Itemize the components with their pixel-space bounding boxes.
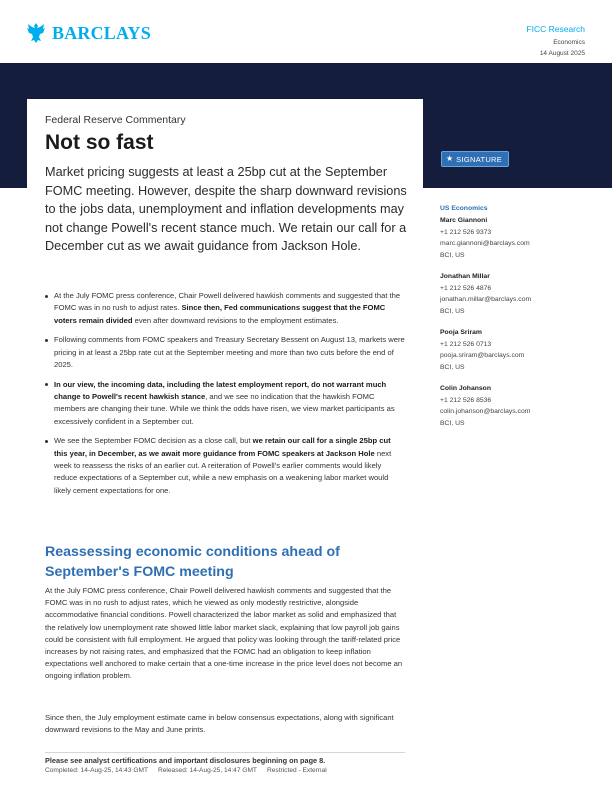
- analyst-phone: +1 212 526 9373: [440, 228, 492, 236]
- page-title: Not so fast: [45, 131, 154, 154]
- analyst-email[interactable]: marc.giannoni@barclays.com: [440, 240, 530, 247]
- key-point-text: , and we see no indication that the hawkish FOMC members are changing their tune. While we think the odds have risen, we view market participants as excessively confident in a September cut.: [54, 392, 395, 426]
- key-point-item: [45, 334, 405, 371]
- report-category: Federal Reserve Commentary: [45, 114, 186, 126]
- summary-lede: Market pricing suggests at least a 25bp cut at the September FOMC meeting. However, despite the sharp downward revisions to the jobs data, unemployment and inflation developments may not change Powell's recent stance much. We retain our call for a December cut as we await guidance from Jackson Hole.: [45, 165, 407, 254]
- footer-meta: [45, 767, 327, 774]
- star-icon: ★: [446, 154, 454, 163]
- key-point-item: [45, 290, 405, 327]
- barclays-logo: [26, 22, 151, 44]
- key-point-text: Following comments from FOMC speakers and Treasury Secretary Bessent on August 13, markets were pricing in at least a 25bp rate cut at the September meeting and more than two cuts before the end of 2025.: [54, 335, 405, 369]
- analyst-entity: BCI, US: [440, 251, 465, 259]
- analyst-email[interactable]: pooja.sriram@barclays.com: [440, 352, 525, 359]
- classification-label: Restricted - External: [266, 767, 327, 774]
- eagle-icon: [26, 22, 46, 44]
- body-paragraph-1: At the July FOMC press conference, Chair Powell delivered hawkish comments and suggested that the FOMC was in no rush to adjust rates, which he viewed as only modestly restrictive, alongside accommodative financial conditions. Powell characterized the labor market as solid and emphasized that the relatively low unemployment rate showed little labor market slack, explaining that low payroll job gains could be consistent with full employment. He argued that policy was looking through the tariff-related price increases by not raising rates, and emphasized that the FOMC had an obligation to keep inflation expectations well anchored to make certain that a one-time increase in the price level does not become an ongoing inflation problem.: [45, 586, 403, 681]
- analyst-name: Jonathan Millar: [440, 273, 490, 280]
- analyst-name: Pooja Sriram: [440, 329, 482, 336]
- signature-badge[interactable]: [441, 151, 509, 167]
- analyst-name: Marc Giannoni: [440, 217, 488, 224]
- report-meta: [526, 24, 585, 59]
- key-points-list: [45, 290, 405, 504]
- analyst-phone: +1 212 526 4876: [440, 284, 492, 292]
- analyst-email[interactable]: jonathan.millar@barclays.com: [440, 296, 532, 303]
- analyst-phone: +1 212 526 0713: [440, 340, 492, 348]
- section-heading: Reassessing economic conditions ahead of September's FOMC meeting: [45, 544, 340, 580]
- key-point-item: [45, 379, 405, 428]
- completed-timestamp: Completed: 14-Aug-25, 14:43 GMT: [45, 767, 148, 774]
- key-point-text: even after downward revisions to the employment estimates.: [132, 315, 339, 325]
- analyst-entity: BCI, US: [440, 419, 465, 427]
- key-point-emphasis: In our view, the incoming data, including the latest employment report, do not warrant much change to Powell's recent hawkish stance: [54, 379, 387, 402]
- sidebar-dept: US Economics: [440, 205, 488, 212]
- analyst-entry: [440, 383, 590, 429]
- research-unit: FICC Research: [526, 24, 585, 34]
- key-point-emphasis: we retain our call for a single 25bp cut this year, in December, as we await more guidance from FOMC speakers at Jackson Hole: [54, 436, 391, 458]
- key-point-text: At the July FOMC press conference, Chair Powell delivered hawkish comments and suggested that the FOMC was in no rush to adjust rates.: [54, 291, 401, 313]
- analyst-phone: +1 212 526 8536: [440, 396, 492, 404]
- footer-divider: [45, 752, 405, 753]
- signature-label: SIGNATURE: [456, 154, 503, 164]
- analyst-entry: [440, 271, 590, 317]
- key-point-text: We see the September FOMC decision as a close call, but: [54, 436, 253, 446]
- key-point-emphasis: Since then, Fed communications suggest that the FOMC voters remain divided: [54, 303, 386, 325]
- analyst-entity: BCI, US: [440, 307, 465, 315]
- analyst-list: [440, 215, 590, 429]
- key-point-text: next week to reassess the risks of an earlier cut. A reiteration of Powell's earlier comments would likely reduce expectations of a September cut, while a new emphasis on a weakening labor market would likely cement expectations for one.: [54, 448, 392, 495]
- key-point-item: [45, 435, 405, 496]
- report-date: 14 August 2025: [539, 50, 585, 57]
- body-paragraph-2: Since then, the July employment estimate came in below consensus expectations, along with significant downward revisions to the May and June prints.: [45, 713, 394, 735]
- brand-wordmark: BARCLAYS: [52, 22, 151, 43]
- analyst-sidebar: [440, 205, 590, 439]
- released-timestamp: Released: 14-Aug-25, 14:47 GMT: [158, 767, 257, 774]
- analyst-entry: [440, 215, 590, 261]
- analyst-name: Colin Johanson: [440, 385, 491, 392]
- department: Economics: [553, 39, 585, 46]
- analyst-entry: [440, 327, 590, 373]
- analyst-entity: BCI, US: [440, 363, 465, 371]
- analyst-email[interactable]: colin.johanson@barclays.com: [440, 408, 531, 415]
- disclosure-note: Please see analyst certifications and important disclosures beginning on page 8.: [45, 756, 326, 765]
